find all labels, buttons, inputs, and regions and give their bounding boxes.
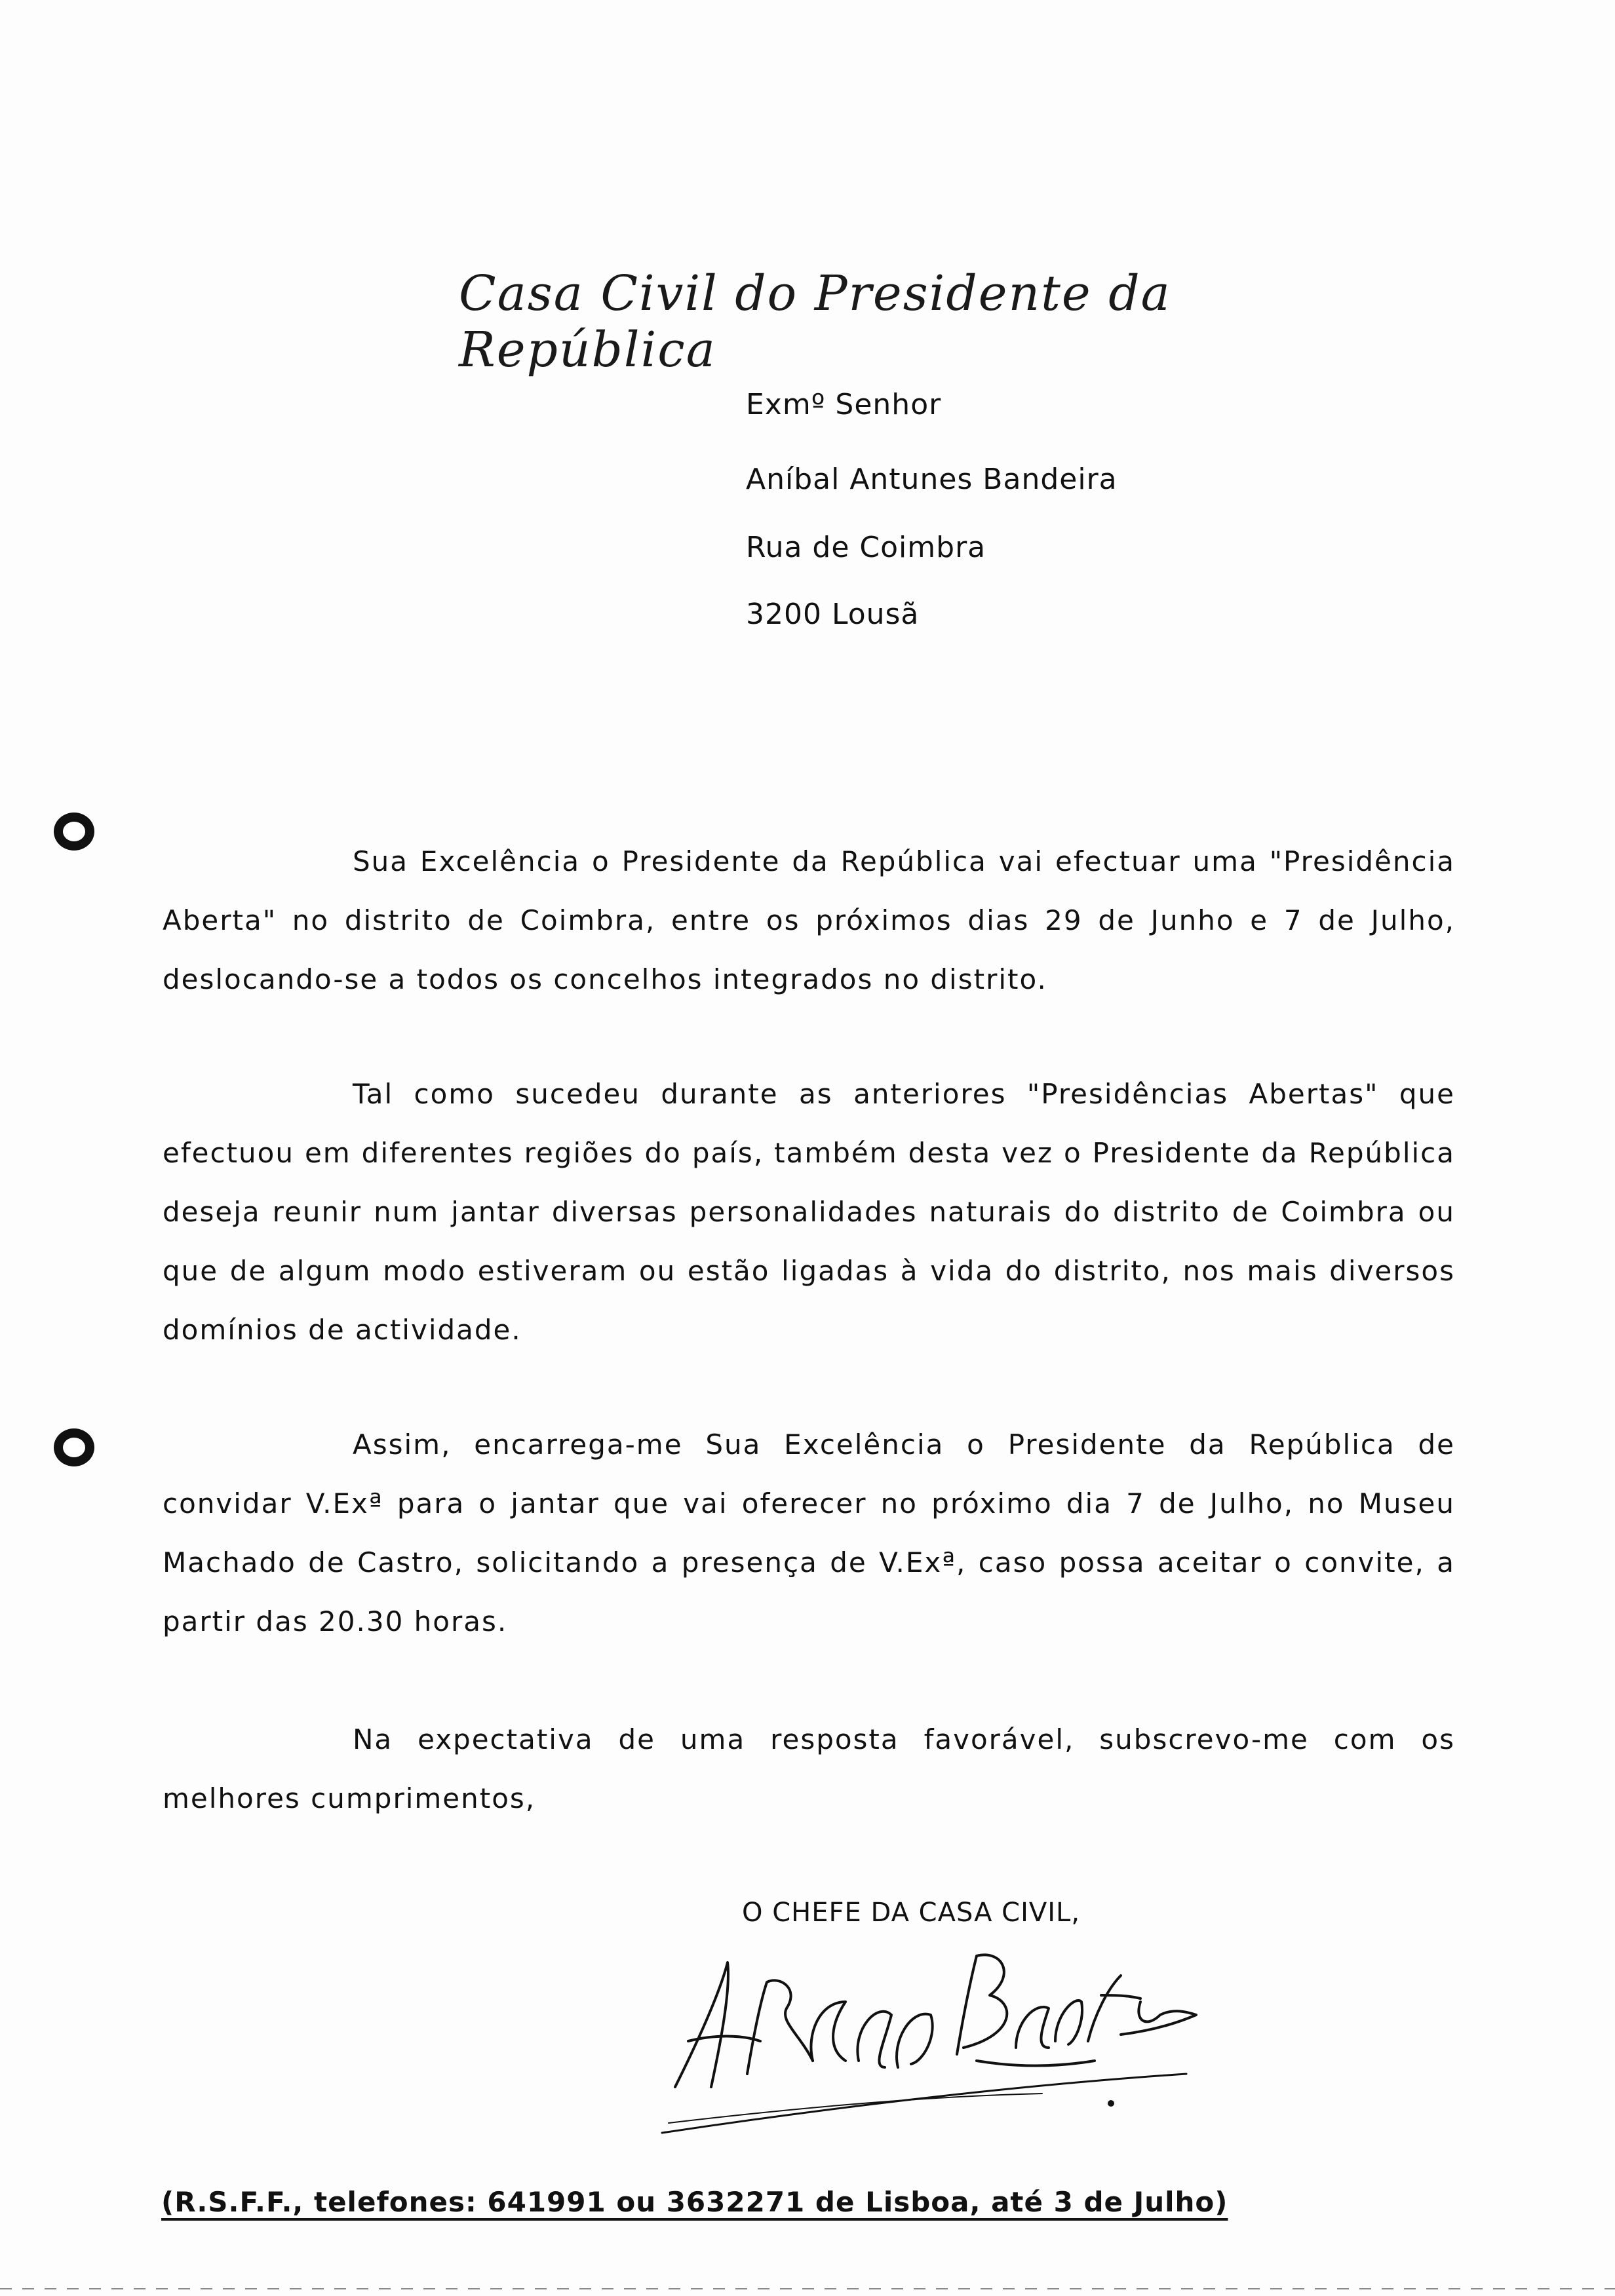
paragraph-1: Sua Excelência o Presidente da República vai efectuar uma "Presidência Aberta" no distrito de Coimbra, entre os próximos dias 29 de Junho e 7 de Julho, deslocando-se a todos os concelhos integrados no distrito. (163, 845, 1455, 995)
paragraph-2: Tal como sucedeu durante as anteriores "Presidências Abertas" que efectuou em diferentes regiões do país, também desta vez o Presidente da República deseja reunir num jantar diversas personalidades naturais do distrito de Coimbra ou que de algum modo estiveram ou estão ligadas à vida do distrito, nos mais diversos domínios de actividade. (163, 1078, 1455, 1346)
letterhead: Casa Civil do Presidente da República (459, 265, 1171, 378)
closing-title: O CHEFE DA CASA CIVIL, (742, 1898, 1081, 1928)
recipient-name: Aníbal Antunes Bandeira (746, 463, 1118, 496)
punch-hole-top (54, 813, 94, 851)
paragraph-4: Na expectativa de uma resposta favorável, subscrevo-me com os melhores cumprimentos, (163, 1723, 1455, 1814)
signature (649, 1936, 1206, 2139)
recipient-salutation: Exmº Senhor (746, 388, 942, 421)
punch-hole-bottom (54, 1428, 94, 1466)
footer-note: (R.S.F.F., telefones: 641991 ou 3632271 de Lisboa, até 3 de Julho) (161, 2186, 1228, 2218)
scan-edge-line (0, 2288, 1615, 2289)
recipient-city: 3200 Lousã (746, 598, 920, 631)
paragraph-3: Assim, encarrega-me Sua Excelência o Presidente da República de convidar V.Exª para o jantar que vai oferecer no próximo dia 7 de Julho, no Museu Machado de Castro, solicitando a presença de V.Exª, caso possa aceitar o convite, a partir das 20.30 horas. (163, 1428, 1455, 1637)
recipient-street: Rua de Coimbra (746, 531, 986, 564)
